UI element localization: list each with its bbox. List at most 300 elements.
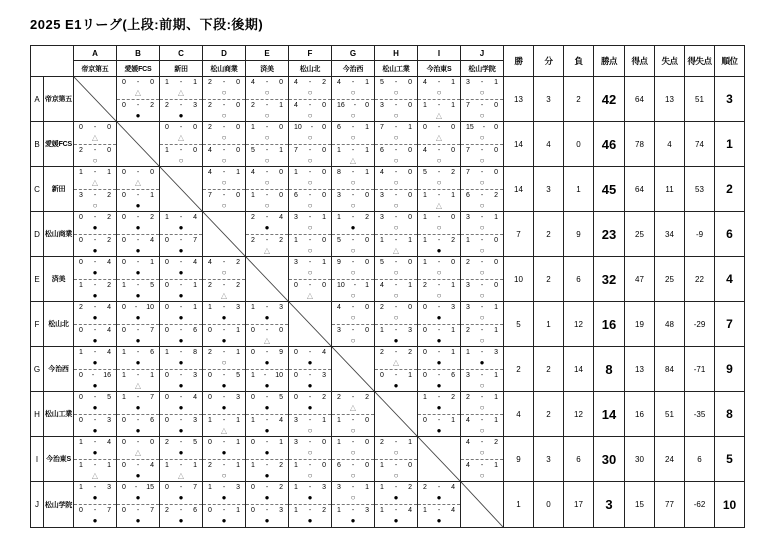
match-score — [203, 100, 245, 110]
score-dash: - — [308, 461, 312, 469]
first-half-result — [418, 122, 460, 144]
score-dash: - — [134, 304, 138, 311]
goals-for-value: 15 — [625, 482, 655, 527]
column-team-name: 愛媛FCS — [124, 65, 152, 73]
result-icon: △ — [177, 470, 185, 480]
match-cell — [418, 482, 461, 527]
home-goals: 7 — [466, 146, 470, 154]
result-icon: ○ — [264, 110, 270, 120]
score-dash: - — [308, 507, 312, 514]
goals-against-value: 84 — [655, 347, 685, 392]
match-cell — [461, 347, 504, 392]
match-score — [418, 212, 460, 222]
score-dash: - — [222, 146, 226, 154]
score-dash: - — [394, 259, 398, 266]
away-goals: 0 — [107, 124, 111, 131]
away-goals: 10 — [146, 304, 154, 311]
home-goals: 1 — [423, 507, 427, 514]
first-half-result — [332, 437, 374, 459]
draws-value: 2 — [534, 212, 564, 257]
first-half-result — [117, 257, 159, 279]
home-goals: 1 — [294, 507, 298, 514]
home-goals: 1 — [423, 394, 427, 401]
result-icon: ○ — [393, 155, 399, 165]
home-goals: 0 — [165, 124, 169, 131]
result-icon: ● — [436, 245, 442, 255]
home-goals: 2 — [423, 484, 427, 491]
match-score — [289, 437, 331, 447]
result-icon: ○ — [479, 155, 485, 165]
second-half-result — [289, 414, 331, 437]
result-icon: △ — [349, 155, 357, 165]
home-goals: 0 — [122, 259, 126, 266]
first-half-result — [160, 212, 202, 234]
match-score — [117, 257, 159, 267]
away-goals: 0 — [365, 461, 369, 469]
result-icon: ○ — [479, 380, 485, 390]
away-goals: 2 — [107, 214, 111, 221]
score-dash: - — [351, 169, 355, 176]
losses-value: 9 — [564, 212, 594, 257]
home-goals: 3 — [466, 281, 470, 289]
match-score — [461, 145, 503, 155]
result-icon: △ — [263, 335, 271, 345]
result-icon: ● — [135, 335, 141, 345]
home-goals: 5 — [251, 146, 255, 154]
score-dash: - — [93, 394, 97, 401]
score-dash: - — [265, 191, 269, 199]
home-goals: 1 — [79, 484, 83, 491]
match-score — [117, 280, 159, 290]
first-half-result — [418, 212, 460, 234]
away-goals: 0 — [408, 214, 412, 221]
match-score — [203, 280, 245, 290]
column-header-c — [160, 46, 203, 77]
home-goals: 4 — [466, 416, 470, 424]
away-goals: 1 — [408, 371, 412, 379]
second-half-result — [289, 459, 331, 482]
match-score — [418, 77, 460, 87]
match-score — [246, 347, 288, 357]
second-half-result — [160, 99, 202, 122]
first-half-result — [74, 347, 116, 369]
match-score — [246, 167, 288, 177]
home-goals: 0 — [294, 281, 298, 289]
away-goals: 4 — [107, 326, 111, 334]
away-goals: 1 — [494, 394, 498, 401]
diagonal-cell — [375, 392, 418, 437]
result-icon: ○ — [307, 268, 313, 277]
match-score — [289, 460, 331, 470]
score-dash: - — [136, 349, 140, 356]
score-dash: - — [437, 326, 441, 334]
away-goals: 0 — [236, 146, 240, 154]
table-row-i — [31, 437, 744, 482]
home-goals: 2 — [337, 394, 341, 401]
home-goals: 2 — [208, 79, 212, 86]
away-goals: 0 — [408, 461, 412, 469]
match-score — [117, 302, 159, 312]
goals-against-value: 13 — [655, 77, 685, 122]
match-score — [461, 167, 503, 177]
score-dash: - — [222, 461, 226, 469]
match-score — [461, 122, 503, 132]
away-goals: 3 — [322, 371, 326, 379]
match-score — [203, 257, 245, 267]
match-score — [418, 280, 460, 290]
second-half-result — [203, 99, 245, 122]
first-half-result — [74, 122, 116, 144]
draws-header: 分 — [534, 46, 564, 77]
points-value: 16 — [594, 302, 625, 347]
away-goals: 2 — [365, 214, 369, 221]
result-icon: ○ — [393, 223, 399, 232]
second-half-result — [418, 234, 460, 257]
first-half-result — [418, 302, 460, 324]
result-icon: ○ — [92, 155, 98, 165]
first-half-result — [160, 437, 202, 459]
score-dash: - — [394, 191, 398, 199]
result-icon: ○ — [393, 313, 399, 322]
score-dash: - — [179, 371, 183, 379]
score-dash: - — [265, 236, 269, 244]
match-score — [332, 392, 374, 402]
second-half-result — [461, 234, 503, 257]
score-dash: - — [351, 416, 355, 424]
diagonal-cell — [289, 302, 332, 347]
row-letter: C — [31, 167, 44, 212]
home-goals: 3 — [466, 79, 470, 86]
away-goals: 0 — [193, 146, 197, 154]
home-goals: 1 — [79, 281, 83, 289]
match-cell — [160, 392, 203, 437]
match-cell — [332, 77, 375, 122]
score-dash: - — [394, 236, 398, 244]
away-goals: 2 — [279, 461, 283, 469]
away-goals: 2 — [408, 484, 412, 491]
home-goals: 2 — [380, 349, 384, 356]
match-cell — [74, 302, 117, 347]
score-dash: - — [480, 214, 484, 221]
score-dash: - — [351, 326, 355, 334]
result-icon: △ — [392, 358, 400, 367]
result-icon: ● — [178, 223, 184, 232]
match-score — [332, 437, 374, 447]
match-score — [289, 167, 331, 177]
score-dash: - — [222, 484, 226, 491]
home-goals: 15 — [466, 124, 474, 131]
match-score — [246, 212, 288, 222]
match-score — [74, 437, 116, 447]
home-goals: 0 — [423, 416, 427, 424]
table-row-c — [31, 167, 744, 212]
match-score — [160, 280, 202, 290]
match-score — [418, 257, 460, 267]
first-half-result — [203, 482, 245, 504]
home-goals: 3 — [380, 191, 384, 199]
result-icon: ○ — [436, 268, 442, 277]
match-score — [375, 460, 417, 470]
match-score — [375, 77, 417, 87]
result-icon: ● — [135, 358, 141, 367]
away-goals: 1 — [451, 416, 455, 424]
second-half-result — [332, 99, 374, 122]
score-dash: - — [437, 146, 441, 154]
match-score — [332, 122, 374, 132]
team-name: 松山学院 — [44, 482, 74, 527]
away-goals: 3 — [494, 349, 498, 356]
away-goals: 5 — [107, 394, 111, 401]
result-icon: ○ — [479, 313, 485, 322]
result-icon: ● — [307, 403, 313, 412]
match-cell — [117, 257, 160, 302]
away-goals: 3 — [408, 326, 412, 334]
away-goals: 0 — [322, 281, 326, 289]
second-half-result — [117, 369, 159, 392]
match-score — [160, 302, 202, 312]
away-goals: 4 — [193, 259, 197, 266]
home-goals: 3 — [294, 259, 298, 266]
result-icon: ○ — [221, 133, 227, 142]
match-cell — [332, 302, 375, 347]
losses-value: 2 — [564, 77, 594, 122]
away-goals: 2 — [451, 169, 455, 176]
result-icon: ● — [92, 335, 98, 345]
match-score — [461, 280, 503, 290]
away-goals: 1 — [322, 416, 326, 424]
first-half-result — [461, 257, 503, 279]
match-cell — [375, 437, 418, 482]
home-goals: 0 — [122, 439, 126, 446]
score-dash: - — [265, 214, 269, 221]
second-half-result — [246, 324, 288, 347]
second-half-result — [246, 459, 288, 482]
home-goals: 0 — [165, 326, 169, 334]
second-half-result — [461, 369, 503, 392]
score-dash: - — [93, 259, 97, 266]
column-letter: G — [332, 46, 374, 61]
column-header-j — [461, 46, 504, 77]
match-cell — [203, 77, 246, 122]
home-goals: 2 — [165, 507, 169, 514]
score-dash: - — [308, 79, 312, 86]
first-half-result — [74, 257, 116, 279]
first-half-result — [375, 122, 417, 144]
first-half-result — [74, 392, 116, 414]
home-goals: 1 — [294, 484, 298, 491]
score-dash: - — [265, 394, 269, 401]
score-dash: - — [480, 326, 484, 334]
score-dash: - — [480, 416, 484, 424]
match-score — [74, 505, 116, 515]
result-icon: ● — [92, 425, 98, 435]
wins-header: 勝 — [504, 46, 534, 77]
match-cell — [332, 392, 375, 437]
away-goals: 2 — [494, 439, 498, 446]
home-goals: 0 — [122, 236, 126, 244]
match-cell — [375, 257, 418, 302]
first-half-result — [332, 122, 374, 144]
home-goals: 0 — [251, 439, 255, 446]
home-goals: 2 — [466, 259, 470, 266]
draws-value: 3 — [534, 437, 564, 482]
away-goals: 1 — [365, 79, 369, 86]
home-goals: 6 — [466, 191, 470, 199]
second-half-result — [375, 369, 417, 392]
match-score — [332, 235, 374, 245]
away-goals: 0 — [451, 214, 455, 221]
losses-value: 12 — [564, 302, 594, 347]
column-header-i — [418, 46, 461, 77]
away-goals: 1 — [494, 79, 498, 86]
match-score — [375, 257, 417, 267]
away-goals: 4 — [451, 507, 455, 514]
result-icon: ● — [436, 425, 442, 435]
away-goals: 1 — [150, 371, 154, 379]
team-name: 松山北 — [44, 302, 74, 347]
points-value: 23 — [594, 212, 625, 257]
away-goals: 1 — [365, 169, 369, 176]
match-score — [74, 460, 116, 470]
score-dash: - — [93, 461, 97, 469]
away-goals: 1 — [193, 79, 197, 86]
result-icon: ● — [436, 335, 442, 345]
match-cell — [246, 77, 289, 122]
first-half-result — [160, 257, 202, 279]
losses-value: 6 — [564, 257, 594, 302]
match-cell — [375, 482, 418, 527]
result-icon: △ — [392, 245, 400, 255]
score-dash: - — [308, 484, 312, 491]
result-icon: ○ — [221, 268, 227, 277]
team-name: 済美 — [44, 257, 74, 302]
away-goals: 1 — [322, 259, 326, 266]
draws-value: 2 — [534, 392, 564, 437]
home-goals: 3 — [466, 214, 470, 221]
home-goals: 0 — [122, 191, 126, 199]
score-dash: - — [437, 371, 441, 379]
home-goals: 1 — [337, 214, 341, 221]
result-icon: △ — [349, 403, 357, 412]
home-goals: 2 — [208, 349, 212, 356]
second-half-result — [289, 99, 331, 122]
score-dash: - — [437, 124, 441, 131]
match-score — [160, 257, 202, 267]
first-half-result — [418, 392, 460, 414]
first-half-result — [160, 77, 202, 99]
home-goals: 1 — [251, 191, 255, 199]
result-icon: ○ — [350, 470, 356, 480]
result-icon: ○ — [264, 88, 270, 97]
first-half-result — [375, 212, 417, 234]
match-cell — [289, 122, 332, 167]
score-dash: - — [351, 79, 355, 86]
score-dash: - — [394, 79, 398, 86]
away-goals: 1 — [451, 326, 455, 334]
first-half-result — [74, 302, 116, 324]
row-letter: B — [31, 122, 44, 167]
score-dash: - — [136, 507, 140, 514]
match-score — [160, 392, 202, 402]
match-cell — [74, 167, 117, 212]
away-goals: 0 — [107, 146, 111, 154]
score-dash: - — [351, 484, 355, 491]
score-dash: - — [222, 281, 226, 289]
first-half-result — [375, 347, 417, 369]
first-half-result — [289, 437, 331, 459]
match-score — [203, 505, 245, 515]
result-icon: ● — [178, 110, 184, 120]
second-half-result — [418, 324, 460, 347]
second-half-result — [289, 189, 331, 212]
away-goals: 1 — [322, 214, 326, 221]
match-score — [332, 100, 374, 110]
match-cell — [117, 302, 160, 347]
result-icon: ○ — [264, 178, 270, 187]
away-goals: 0 — [365, 326, 369, 334]
score-dash: - — [136, 439, 140, 446]
match-score — [418, 145, 460, 155]
match-cell — [461, 392, 504, 437]
away-goals: 0 — [408, 169, 412, 176]
score-dash: - — [351, 191, 355, 199]
away-goals: 3 — [236, 484, 240, 491]
home-goals: 3 — [466, 371, 470, 379]
away-goals: 0 — [408, 259, 412, 266]
first-half-result — [461, 347, 503, 369]
result-icon: ● — [264, 358, 270, 367]
goal-diff-value: -62 — [685, 482, 715, 527]
away-goals: 0 — [494, 169, 498, 176]
home-goals: 2 — [208, 124, 212, 131]
row-letter: D — [31, 212, 44, 257]
match-score — [203, 460, 245, 470]
score-dash: - — [222, 326, 226, 334]
second-half-result — [246, 144, 288, 167]
row-letter: G — [31, 347, 44, 392]
first-half-result — [375, 437, 417, 459]
away-goals: 4 — [408, 507, 412, 514]
away-goals: 7 — [193, 236, 197, 244]
result-icon: ● — [178, 358, 184, 367]
match-score — [74, 302, 116, 312]
match-cell — [375, 347, 418, 392]
score-dash: - — [308, 416, 312, 424]
result-icon: △ — [263, 245, 271, 255]
match-score — [246, 122, 288, 132]
goals-against-value: 25 — [655, 257, 685, 302]
second-half-result — [74, 144, 116, 167]
result-icon: ○ — [92, 200, 98, 210]
rank-value: 7 — [715, 302, 744, 347]
away-goals: 4 — [107, 259, 111, 266]
score-dash: - — [93, 124, 97, 131]
match-score — [246, 190, 288, 200]
row-letter: I — [31, 437, 44, 482]
result-icon: ○ — [393, 268, 399, 277]
home-goals: 5 — [380, 79, 384, 86]
away-goals: 3 — [107, 484, 111, 491]
score-dash: - — [437, 236, 441, 244]
away-goals: 0 — [451, 124, 455, 131]
home-goals: 0 — [79, 507, 83, 514]
home-goals: 0 — [122, 304, 126, 311]
match-cell — [203, 437, 246, 482]
match-cell — [117, 167, 160, 212]
away-goals: 0 — [408, 79, 412, 86]
home-goals: 2 — [380, 439, 384, 446]
second-half-result — [160, 324, 202, 347]
